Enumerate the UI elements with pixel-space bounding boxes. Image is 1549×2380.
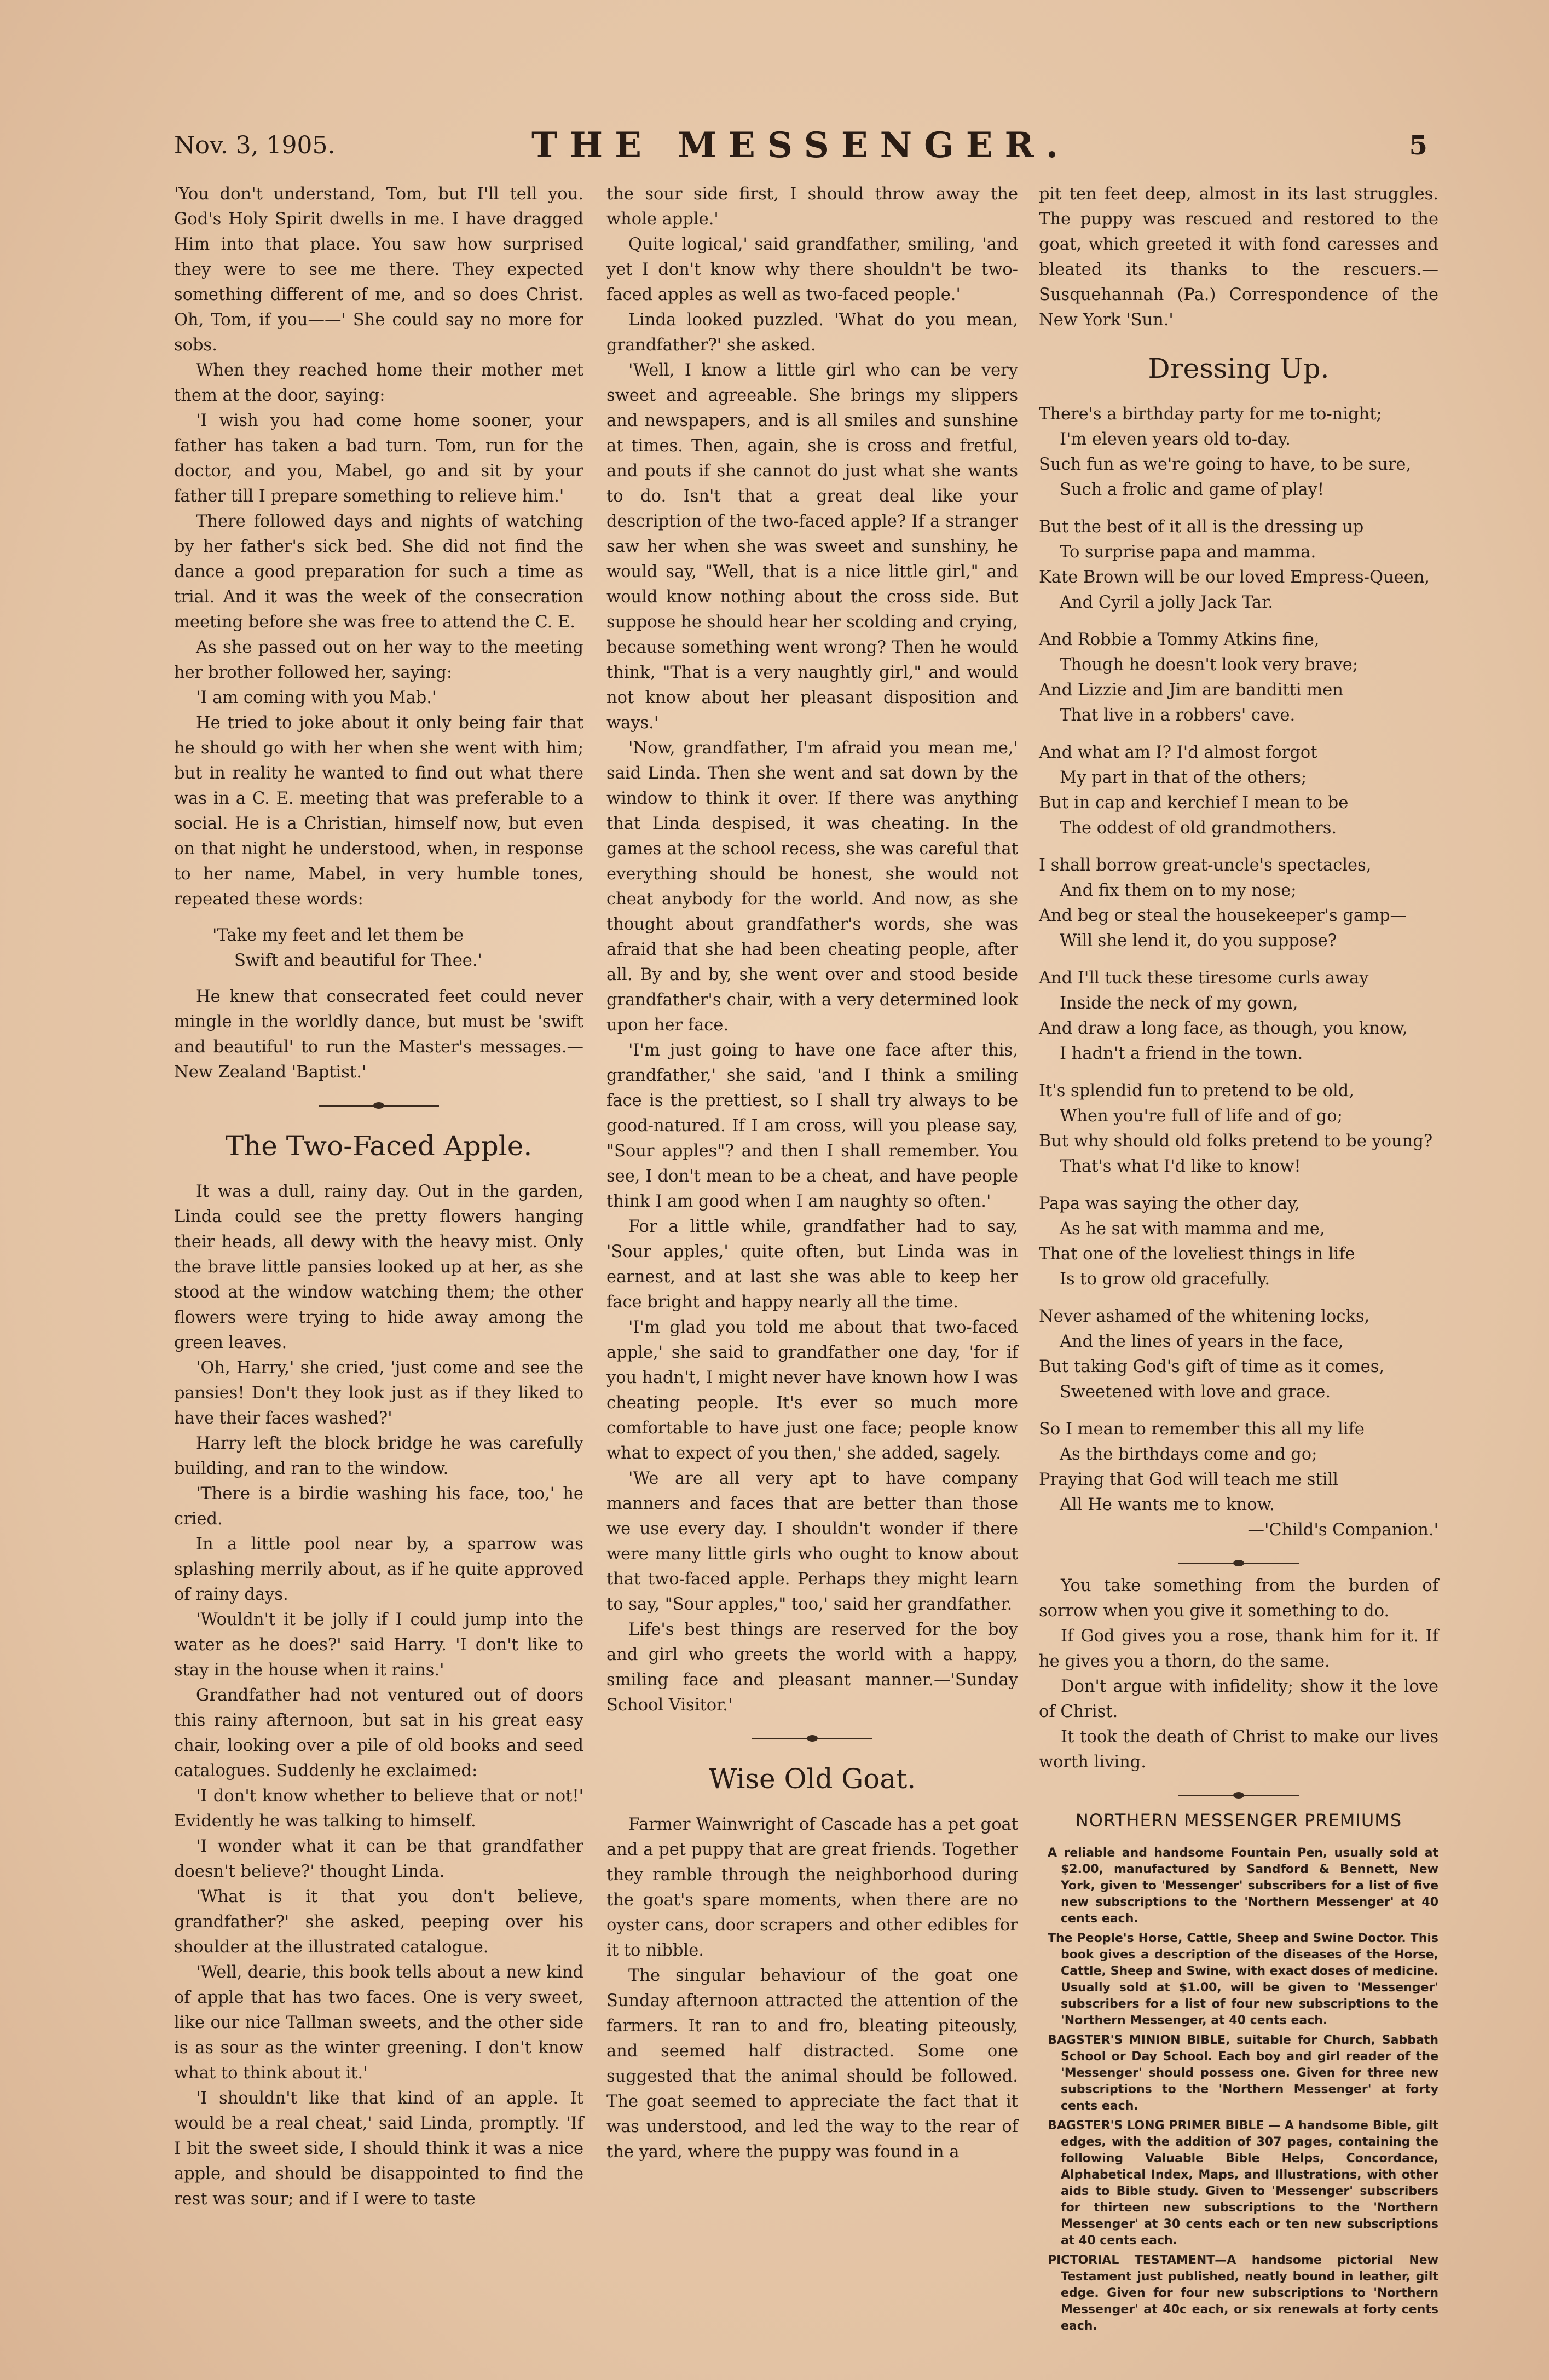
- poem-line: Papa was saying the other day,: [1039, 1194, 1300, 1213]
- paragraph: Farmer Wainwright of Cascade has a pet goat and a pet puppy that are great friends. Together they ramble through the neighborhood during the goat's spare moments, when there are no oyster cans, door scrapers and other edibles for it to nibble.: [606, 1815, 1018, 1960]
- poem-line: It's splendid fun to pretend to be old,: [1039, 1081, 1354, 1100]
- paragraph: It took the death of Christ to make our lives worth living.: [1039, 1727, 1438, 1772]
- poem-line: And beg or steal the housekeeper's gamp—: [1039, 906, 1407, 925]
- poem-stanza: [1039, 627, 1438, 728]
- poem-line: Never ashamed of the whitening locks,: [1039, 1307, 1370, 1326]
- paragraph: 'You don't understand, Tom, but I'll tell you. God's Holy Spirit dwells in me. I have dragged Him into that place. You saw how surprised they were to see me there. They expected something different of me, and so does Christ. Oh, Tom, if you——' She could say no more for sobs.: [174, 185, 583, 355]
- paragraph: It was a dull, rainy day. Out in the garden, Linda could see the pretty flowers hanging their heads, all dewy with the heavy mist. Only the brave little pansies looked up at her, as she stood at the window watching them; the other flowers were trying to hide away among the green leaves.: [174, 1182, 583, 1352]
- poem-line: I'm eleven years old to-day.: [1060, 430, 1291, 449]
- paragraph: The singular behaviour of the goat one Sunday afternoon attracted the attention of the farmers. It ran to and fro, bleating piteously, and seemed half distracted. Some one suggested that the animal should be followed. The goat seemed to appreciate the fact that it was understood, and led the way to the rear of the yard, where the puppy was found in a: [606, 1966, 1018, 2162]
- poem-line: All He wants me to know.: [1060, 1495, 1275, 1514]
- poem-line: And Cyril a jolly Jack Tar.: [1060, 593, 1274, 612]
- page-number: 5: [1409, 130, 1427, 161]
- paragraph: 'Wouldn't it be jolly if I could jump into the water as he does?' said Harry. 'I don't like to stay in the house when it rains.': [174, 1610, 583, 1680]
- page-header: [174, 125, 1427, 174]
- paragraph: Grandfather had not ventured out of doors this rainy afternoon, but sat in his great easy chair, looking over a pile of old books and seed catalogues. Suddenly he exclaimed:: [174, 1686, 583, 1780]
- poem-line: Though he doesn't look very brave;: [1060, 655, 1359, 675]
- premium-item: PICTORIAL TESTAMENT—A handsome pictorial New Testament just published, neatly bound in leather, gilt edge. Given for four new subscriptions to 'Northern Messenger' at 40c each, or six renewals at forty cents each.: [1048, 2254, 1438, 2333]
- issue-date: Nov. 3, 1905.: [174, 131, 336, 159]
- poem-line: There's a birthday party for me to-night;: [1039, 405, 1382, 424]
- column-3: [1039, 182, 1438, 2338]
- paragraph: 'I wonder what it can be that grandfather doesn't believe?' thought Linda.: [174, 1837, 583, 1881]
- poem-stanza: [1039, 966, 1438, 1067]
- paragraph: 'Now, grandfather, I'm afraid you mean me,' said Linda. Then she went and sat down by the window to think it over. If there was anything that Linda despised, it was cheating. In the games at the school recess, she was careful that everything should be honest, she would not cheat anybody for the world. And now, as she thought about grandfather's words, she was afraid that she had been cheating people, after all. By and by, she went over and stood beside grandfather's chair, with a very determined look upon her face.: [606, 739, 1018, 1035]
- poem-line: And what am I? I'd almost forgot: [1039, 743, 1317, 762]
- poem-line: Praying that God will teach me still: [1039, 1470, 1338, 1489]
- paragraph: There followed days and nights of watching by her father's sick bed. She did not find the dance a good preparation for such a time as trial. And it was the week of the consecration meeting before she was free to attend the C. E.: [174, 512, 583, 632]
- poem-stanza: [1039, 1304, 1438, 1405]
- paragraph: 'I'm just going to have one face after this, grandfather,' she said, 'and I think a smiling face is the prettiest, so I shall try always to be good-natured. If I am cross, will you please say, "Sour apples"? and then I shall remember. You see, I don't mean to be a cheat, and have people think I am good when I am naughty so often.': [606, 1041, 1018, 1211]
- verse-line: 'Take my feet and let them be: [212, 926, 464, 945]
- section-divider: [752, 1733, 872, 1743]
- premium-item: BAGSTER'S MINION BIBLE, suitable for Church, Sabbath School or Day School. Each boy and girl reader of the 'Messenger' should possess one. Given for three new subscriptions to the 'Northern Messenger' at forty cents each.: [1048, 2033, 1438, 2113]
- column-1: [174, 182, 583, 2212]
- paragraph: 'I'm glad you told me about that two-faced apple,' she said to grandfather one day, 'for if you hadn't, I might never have known how I was cheating people. It's ever so much more comfortable to have just one face; people know what to expect of you then,' she added, sagely.: [606, 1318, 1018, 1463]
- premiums-heading: NORTHERN MESSENGER PREMIUMS: [1075, 1810, 1402, 1831]
- poem-line: That one of the loveliest things in life: [1039, 1244, 1355, 1264]
- hymn-verse: [212, 923, 583, 973]
- poem-line: So I mean to remember this all my life: [1039, 1420, 1365, 1439]
- article-heading: Wise Old Goat.: [708, 1763, 916, 1795]
- poem-line: That live in a robbers' cave.: [1060, 706, 1296, 725]
- paragraph: In a little pool near by, a sparrow was splashing merrily about, as if he quite approved of rainy days.: [174, 1535, 583, 1604]
- premium-item: The People's Horse, Cattle, Sheep and Swine Doctor. This book gives a description of the diseases of the Horse, Cattle, Sheep and Swine, with exact doses of medicine. Usually sold at $1.00, will be given to 'Messenger' subscribers for a list of four new subscriptions to the 'Northern Messenger, at 40 cents each.: [1048, 1932, 1438, 2027]
- paragraph: 'Well, I know a little girl who can be very sweet and agreeable. She brings my slippers and newspapers, and is all smiles and sunshine at times. Then, again, she is cross and fretful, and pouts if she cannot do just what she wants to do. Isn't that a great deal like your description of the two-faced apple? If a stranger saw her when she was sweet and sunshiny, he would say, "Well, that is a nice little girl," and would know nothing about the cross side. But suppose he should hear her scolding and crying, because something went wrong? Then he would think, "That is a very naughtly girl," and would not know about her pleasant disposition and ways.': [606, 361, 1018, 733]
- paragraph: You take something from the burden of sorrow when you give it something to do.: [1039, 1576, 1438, 1621]
- paragraph: Linda looked puzzled. 'What do you mean, grandfather?' she asked.: [606, 310, 1018, 355]
- poem-line: As the birthdays come and go;: [1060, 1445, 1317, 1464]
- column-2: [606, 182, 1018, 2165]
- poem-stanza: [1039, 1079, 1438, 1179]
- poem-line: But taking God's gift of time as it comes,: [1039, 1357, 1385, 1376]
- poem-line: But the best of it all is the dressing up: [1039, 517, 1364, 537]
- paragraph: 'What is it that you don't believe, grandfather?' she asked, peeping over his shoulder at the illustrated catalogue.: [174, 1887, 583, 1957]
- verse-line: Swift and beautiful for Thee.': [234, 951, 482, 970]
- poem-line: When you're full of life and of go;: [1060, 1107, 1343, 1126]
- poem-line: To surprise papa and mamma.: [1060, 543, 1316, 562]
- poem-stanza: [1039, 402, 1438, 503]
- poem-line: And fix them on to my nose;: [1060, 881, 1297, 900]
- poem: [1039, 402, 1438, 1543]
- paragraph: Quite logical,' said grandfather, smiling, 'and yet I don't know why there shouldn't be two-faced apples as well as two-faced people.': [606, 235, 1018, 304]
- section-divider: [1178, 1790, 1299, 1800]
- paragraph: 'Oh, Harry,' she cried, 'just come and see the pansies! Don't they look just as if they liked to have their faces washed?': [174, 1358, 583, 1428]
- premium-item: BAGSTER'S LONG PRIMER BIBLE — A handsome Bible, gilt edges, with the addition of 307 pages, containing the following Valuable Bible Helps, Concordance, Alphabetical Index, Maps, and Illustrations, with other aids to Bible study. Given to 'Messenger' subscribers for thirteen new subscriptions to the 'Northern Messenger' at 30 cents each or ten new subscriptions at 40 cents each.: [1048, 2119, 1438, 2248]
- poem-line: Such a frolic and game of play!: [1060, 480, 1325, 499]
- poem-line: And I'll tuck these tiresome curls away: [1039, 969, 1369, 988]
- paragraph: For a little while, grandfather had to say, 'Sour apples,' quite often, but Linda was in earnest, and at last she was able to keep her face bright and happy nearly all the time.: [606, 1217, 1018, 1312]
- paragraph: 'I wish you had come home sooner, your father has taken a bad turn. Tom, run for the doctor, and you, Mabel, go and sit by your father till I prepare something to relieve him.': [174, 411, 583, 506]
- poem-line: Will she lend it, do you suppose?: [1060, 931, 1337, 950]
- section-divider: [319, 1100, 439, 1110]
- paragraph: 'Well, dearie, this book tells about a new kind of apple that has two faces. One is very sweet, like our nice Tallman sweets, and the other side is as sour as the winter greening. I don't know what to think about it.': [174, 1963, 583, 2083]
- premium-item: A reliable and handsome Fountain Pen, usually sold at $2.00, manufactured by Sandford & Bennett, New York, given to 'Messenger' subscribers for a list of five new subscriptions to the 'Northern Messenger' at 40 cents each.: [1048, 1846, 1438, 1926]
- poem-line: But why should old folks pretend to be young?: [1039, 1132, 1433, 1151]
- poem-line: Kate Brown will be our loved Empress-Queen,: [1039, 568, 1430, 587]
- poem-stanza: [1039, 515, 1438, 615]
- poem-line: Such fun as we're going to have, to be sure,: [1039, 455, 1412, 474]
- poem-heading: Dressing Up.: [1148, 353, 1330, 384]
- poem-line: I hadn't a friend in the town.: [1060, 1044, 1303, 1063]
- paragraph: He tried to joke about it only being fair that he should go with her when she went with him; but in reality he wanted to find out what there was in a C. E. meeting that was preferable to a social. He is a Christian, himself now, but even on that night he understood, when, in response to her name, Mabel, in very humble tones, repeated these words:: [174, 713, 583, 909]
- poem-line: And the lines of years in the face,: [1060, 1332, 1344, 1351]
- paragraph: 'I shouldn't like that kind of an apple. It would be a real cheat,' said Linda, promptly. 'If I bit the sweet side, I should think it was a nice apple, and should be disappointed to find the rest was sour; and if I were to taste: [174, 2089, 583, 2209]
- poem-stanza: [1039, 740, 1438, 841]
- poem-stanza: [1039, 853, 1438, 954]
- paragraph: He knew that consecrated feet could never mingle in the worldly dance, but must be 'swift and beautiful' to run the Master's messages.—New Zealand 'Baptist.': [174, 987, 583, 1082]
- poem-line: Is to grow old gracefully.: [1060, 1270, 1270, 1289]
- paragraph: Life's best things are reserved for the boy and girl who greets the world with a happy, smiling face and pleasant manner.—'Sunday School Visitor.': [606, 1620, 1018, 1715]
- poem-line: And draw a long face, as though, you know,: [1039, 1019, 1408, 1038]
- poem-line: Inside the neck of my gown,: [1060, 994, 1298, 1013]
- paragraph: Don't argue with infidelity; show it the love of Christ.: [1039, 1677, 1438, 1721]
- paragraph: the sour side first, I should throw away the whole apple.': [606, 185, 1018, 229]
- poem-line: My part in that of the others;: [1060, 768, 1307, 787]
- poem-line: And Lizzie and Jim are banditti men: [1039, 681, 1343, 700]
- poem-line: And Robbie a Tommy Atkins fine,: [1039, 630, 1320, 649]
- paragraph: 'I don't know whether to believe that or not!' Evidently he was talking to himself.: [174, 1787, 583, 1831]
- poem-stanza: [1039, 1191, 1438, 1292]
- paragraph: If God gives you a rose, thank him for it. If he gives you a thorn, do the same.: [1039, 1627, 1438, 1671]
- section-divider: [1178, 1558, 1299, 1568]
- paragraph: When they reached home their mother met them at the door, saying:: [174, 361, 583, 405]
- poem-line: That's what I'd like to know!: [1060, 1157, 1301, 1176]
- poem-line: I shall borrow great-uncle's spectacles,: [1039, 856, 1372, 875]
- poem-attribution: —'Child's Companion.': [1247, 1520, 1438, 1540]
- poem-stanza: [1039, 1417, 1438, 1518]
- poem-line: As he sat with mamma and me,: [1060, 1219, 1325, 1238]
- poem-line: The oddest of old grandmothers.: [1060, 819, 1337, 838]
- poem-line: But in cap and kerchief I mean to be: [1039, 793, 1349, 812]
- paragraph: 'We are all very apt to have company manners and faces that are better than those we use every day. I shouldn't wonder if there were many little girls who ought to know about that two-faced apple. Perhaps they might learn to say, "Sour apples," too,' said her grandfather.: [606, 1469, 1018, 1614]
- paragraph: 'I am coming with you Mab.': [196, 688, 437, 707]
- masthead-title: THE MESSENGER.: [531, 125, 1070, 166]
- paragraph: pit ten feet deep, almost in its last struggles. The puppy was rescued and restored to the goat, which greeted it with fond caresses and bleated its thanks to the rescuers.—Susquehannah (Pa.) Correspondence of the New York 'Sun.': [1039, 185, 1438, 330]
- paragraph: As she passed out on her way to the meeting her brother followed her, saying:: [174, 638, 583, 682]
- article-heading: The Two-Faced Apple.: [225, 1130, 533, 1162]
- paragraph: 'There is a birdie washing his face, too,' he cried.: [174, 1484, 583, 1529]
- poem-line: Sweetened with love and grace.: [1060, 1382, 1331, 1402]
- paragraph: Harry left the block bridge he was carefully building, and ran to the window.: [174, 1434, 583, 1478]
